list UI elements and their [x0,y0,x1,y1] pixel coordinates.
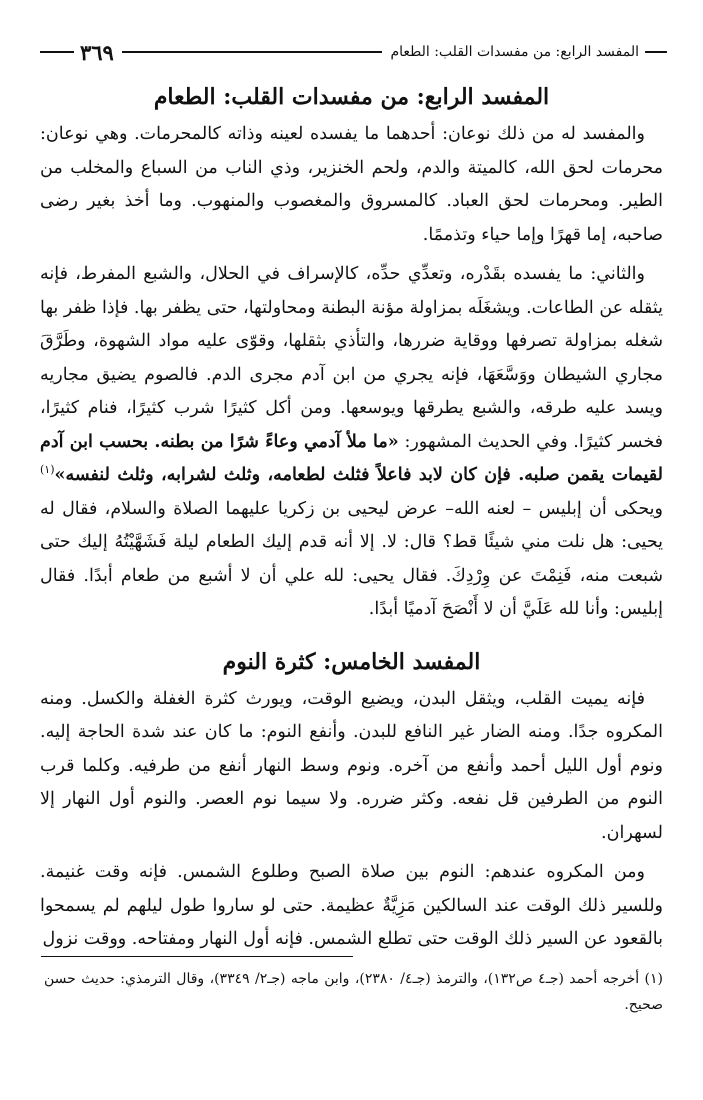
footnote: (١) أخرجه أحمد (جـ٤ ص١٣٢)، والترمذ (جـ٤/ ٢٣٨٠)، وابن ماجه (جـ٢/ ٣٣٤٩)، وقال الترمذي: حديث حسن صحيح. [44,971,663,1013]
paragraph-food-1: والمفسد له من ذلك نوعان: أحدهما ما يفسده لعينه وذاته كالمحرمات. وهي نوعان: محرمات لحق الله، كالميتة والدم، ولحم الخنزير، وذي الناب من السباع والمخلب من الطير. ومحرمات لحق العباد. كالمسروق والمغصوب والمنهوب. وما أخذ بغير رضى صاحبه، إما قهرًا وإما حياء وتذممًا. [40,124,663,245]
paragraph-food-2-text: والثاني: ما يفسده بقَدْره، وتعدِّي حدِّه، كالإسراف في الحلال، والشبع المفرط، فإنه يثقله عن الطاعات. ويشغَلَه بمزاولة مؤنة البطنة ومحاولتها، حتى يظفر بها. فإذا ظفر بها شغله بمزاولة تصرفها ووقاية ضررها، والتأذي بثقلها، وقوّى عليه مواد الشهوة، وطَرَّقَ مجاري الشيطان ووَسَّعَهَا، فإنه يجري من ابن آدم مجرى الدم. فالصوم يضيق مجاريه ويسد عليه طرقه، والشبع يطرقها ويوسعها. ومن أكل كثيرًا شرب كثيرًا، فنام كثيرًا، فخسر كثيرًا. وفي الحديث المشهور: [40,264,663,452]
paragraph-food-2 [40,258,663,627]
paragraph-sleep-2: ومن المكروه عندهم: النوم بين صلاة الصبح وطلوع الشمس. فإنه وقت غنيمة. وللسير ذلك الوقت عند السالكين مَزِيَّةٌ عظيمة. حتى لو ساروا طول ليلهم لم يسمحوا بالقعود عن السير ذلك الوقت حتى تطلع الشمس. فإنه أول النهار ومفتاحه. ووقت نزول [40,862,663,949]
header-rule [122,51,383,53]
header-rule-end [40,51,74,53]
section-gap [40,633,663,645]
hadith-quote: «ما ملأ آدمي وعاءً شرًا من بطنه. بحسب ابن آدم لقيمات يقمن صلبه. فإن كان لابد فاعلاً فثلث لطعامه، وثلث لشرابه، وثلث لنفسه» [40,431,663,485]
section-heading-food: المفسد الرابع: من مفسدات القلب: الطعام [153,84,550,110]
section-heading-sleep: المفسد الخامس: كثرة النوم [222,648,481,675]
footnote-separator [41,956,353,957]
header-rule-start [645,51,667,53]
page-number: ٣٦٩ [80,39,114,65]
footnote-ref: (١) [40,463,55,477]
paragraph-sleep-1: فإنه يميت القلب، ويثقل البدن، ويضيع الوقت، ويورث كثرة الغفلة والكسل. ومنه المكروه جدًا. ومنه الضار غير النافع للبدن. وأنفع النوم: ما كان عند شدة الحاجة إليه. ونوم أول الليل أحمد وأنفع من آخره. ونوم وسط النهار أنفع من طرفيه. وكلما قرب النوم من الطرفين قل نفعه. وكثر ضرره. ولا سيما نوم العصر. والنوم أول النهار إلا لسهران. [40,688,663,843]
paragraph-food-2-continuation: ويحكى أن إبليس – لعنه الله– عرض ليحيى بن زكريا عليهما الصلاة والسلام، فقال له يحيى: هل نلت مني شيئًا قط؟ قال: لا. إلا أنه قدم إليك الطعام ليلة فَشَهَّيْتُهُ إليك حتى شبعت منه، فَنِمْتَ عن وِرْدِكَ. فقال يحيى: لله علي أن لا أشبع من طعام أبدًا. فقال إبليس: وأنا لله عَلَيَّ أن لا أَنْصَحَ آدميًا أبدًا. [40,498,663,619]
page-body [40,80,663,963]
running-header [40,38,667,66]
running-title: المفسد الرابع: من مفسدات القلب: الطعام [390,44,639,60]
